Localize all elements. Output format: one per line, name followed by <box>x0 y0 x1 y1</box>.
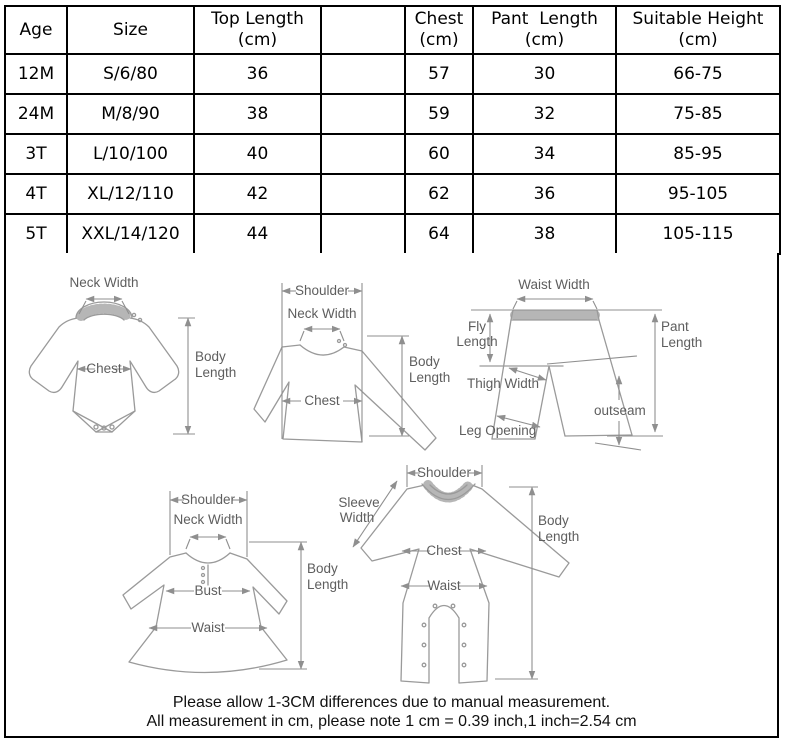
romper-diagram <box>327 453 589 701</box>
measurement-diagrams-panel <box>4 253 779 738</box>
leg-opening-label: Leg Opening <box>459 423 537 438</box>
col-header-suitable-height: Suitable Height (cm) <box>616 6 780 54</box>
col-header-size: Size <box>67 6 194 54</box>
table-cell: 60 <box>405 134 473 174</box>
table-cell: 64 <box>405 214 473 254</box>
table-row <box>5 54 780 94</box>
table-cell: 30 <box>473 54 616 94</box>
body-length-label: Length <box>195 365 237 380</box>
dress-outline <box>123 553 287 673</box>
waist-label: Waist <box>427 578 461 593</box>
table-header-row <box>5 6 780 54</box>
table-cell: 24M <box>5 94 67 134</box>
table-cell: 36 <box>194 54 321 94</box>
table-cell: 32 <box>473 94 616 134</box>
body-length-label: Body <box>409 354 440 369</box>
neck-width-label: Neck Width <box>173 512 243 527</box>
table-cell: 85-95 <box>616 134 780 174</box>
table-cell: 95-105 <box>616 174 780 214</box>
table-row <box>5 174 780 214</box>
table-cell <box>321 54 405 94</box>
table-cell: 105-115 <box>616 214 780 254</box>
measurement-note-line2: All measurement in cm, please note 1 cm = 0.39 inch,1 inch=2.54 cm <box>146 713 637 730</box>
body-length-label: Body <box>307 561 338 576</box>
sleeve-width-label: Sleeve <box>338 495 380 510</box>
neck-width-label: Neck Width <box>69 275 139 290</box>
col-header-blank <box>321 6 405 54</box>
dress-diagram <box>109 467 354 689</box>
shorts-labels <box>456 277 702 438</box>
waist-label: Waist <box>191 620 225 635</box>
chest-label: Chest <box>426 543 462 558</box>
table-cell: 42 <box>194 174 321 214</box>
table-cell: L/10/100 <box>67 134 194 174</box>
pant-length-label: Length <box>661 335 703 350</box>
body-length-label: Body <box>538 513 569 528</box>
shoulder-label: Shoulder <box>294 283 350 298</box>
chest-label: Chest <box>304 393 340 408</box>
shorts-outline <box>480 310 632 439</box>
table-row <box>5 214 780 254</box>
table-cell: 34 <box>473 134 616 174</box>
table-cell: 66-75 <box>616 54 780 94</box>
neck-width-label: Neck Width <box>287 306 357 321</box>
fly-length-label: Length <box>456 334 498 349</box>
table-cell: 12M <box>5 54 67 94</box>
table-cell: 5T <box>5 214 67 254</box>
table-cell: 62 <box>405 174 473 214</box>
measurement-note <box>6 693 777 731</box>
bust-label: Bust <box>194 583 222 598</box>
table-cell: XL/12/110 <box>67 174 194 214</box>
table-cell <box>321 94 405 134</box>
thigh-width-label: Thigh Width <box>467 376 540 391</box>
table-cell: M/8/90 <box>67 94 194 134</box>
table-cell: 3T <box>5 134 67 174</box>
table-cell: 4T <box>5 174 67 214</box>
chest-label: Chest <box>86 361 122 376</box>
table-cell: 44 <box>194 214 321 254</box>
waist-width-label: Waist Width <box>518 277 590 292</box>
col-header-chest: Chest (cm) <box>405 6 473 54</box>
table-row <box>5 134 780 174</box>
bodysuit-diagram <box>18 261 253 461</box>
sleeve-width-label: Width <box>339 510 375 525</box>
table-row <box>5 94 780 134</box>
table-cell: 36 <box>473 174 616 214</box>
table-cell: 38 <box>473 214 616 254</box>
shoulder-label: Shoulder <box>180 492 236 507</box>
measurement-note-line1: Please allow 1-3CM differences due to manual measurement. <box>172 694 611 711</box>
outseam-label: outseam <box>594 403 646 418</box>
fly-length-label: Fly <box>468 319 486 334</box>
col-header-age: Age <box>5 6 67 54</box>
col-header-top-length: Top Length (cm) <box>194 6 321 54</box>
shoulder-label: Shoulder <box>416 465 472 480</box>
table-cell: 57 <box>405 54 473 94</box>
body-length-label: Length <box>409 370 451 385</box>
table-cell: S/6/80 <box>67 54 194 94</box>
body-length-label: Length <box>307 577 349 592</box>
table-cell: 40 <box>194 134 321 174</box>
table-cell: 75-85 <box>616 94 780 134</box>
table-cell: XXL/14/120 <box>67 214 194 254</box>
col-header-pant-length: Pant Length (cm) <box>473 6 616 54</box>
table-cell <box>321 134 405 174</box>
body-length-label: Length <box>538 529 580 544</box>
table-cell <box>321 174 405 214</box>
size-table <box>4 5 781 255</box>
table-cell <box>321 214 405 254</box>
tshirt-diagram <box>249 261 459 461</box>
table-cell: 38 <box>194 94 321 134</box>
body-length-label: Body <box>195 349 226 364</box>
pant-length-label: Pant <box>661 319 689 334</box>
shorts-diagram <box>447 269 779 459</box>
table-cell: 59 <box>405 94 473 134</box>
